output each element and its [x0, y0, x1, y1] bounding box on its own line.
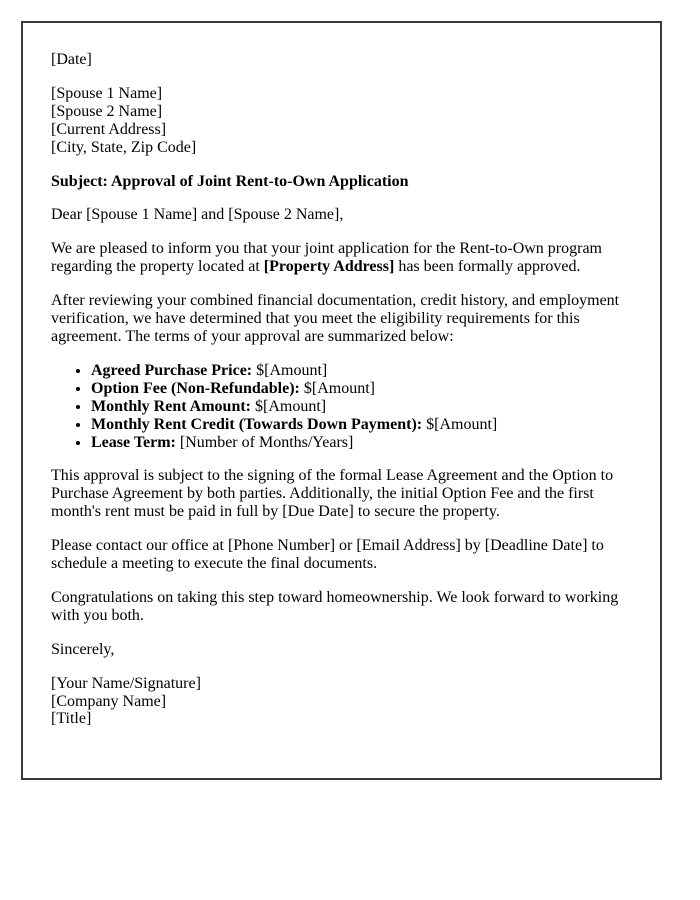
term-label: Monthly Rent Credit (Towards Down Payment):: [91, 415, 423, 433]
signoff-line: Sincerely,: [51, 640, 115, 658]
terms-list: [51, 362, 632, 452]
property-address-placeholder: [Property Address]: [263, 258, 395, 276]
term-label: Option Fee (Non-Refundable):: [91, 379, 300, 397]
recipient-line-address: [Current Address]: [51, 120, 167, 138]
intro-text-after: has been formally approved.: [394, 258, 581, 276]
recipient-block: [51, 85, 632, 157]
term-item-rent-credit: [91, 416, 632, 434]
term-item-purchase-price: [91, 362, 632, 380]
recipient-line-spouse2: [Spouse 2 Name]: [51, 102, 163, 120]
term-value: $[Amount]: [252, 361, 328, 379]
term-value: $[Amount]: [299, 379, 375, 397]
term-label: Monthly Rent Amount:: [91, 397, 252, 415]
contact-paragraph: Please contact our office at [Phone Number] or [Email Address] by [Deadline Date] to schedule a meeting to execute the final documents.: [51, 537, 604, 573]
term-value: $[Amount]: [422, 415, 498, 433]
signature-line-title: [Title]: [51, 710, 92, 728]
signature-line-company: [Company Name]: [51, 692, 167, 710]
subject-line: Subject: Approval of Joint Rent-to-Own Application: [51, 172, 409, 190]
signature-line-name: [Your Name/Signature]: [51, 674, 201, 692]
signature-block: [51, 675, 632, 729]
conditions-paragraph: This approval is subject to the signing of the formal Lease Agreement and the Option to Purchase Agreement by both parties. Additionally, the initial Option Fee and the first month's rent must be paid in full by [Due Date] to secure the property.: [51, 467, 614, 521]
term-label: Agreed Purchase Price:: [91, 361, 253, 379]
term-item-monthly-rent: [91, 398, 632, 416]
term-value: $[Amount]: [251, 397, 327, 415]
recipient-line-city-state-zip: [City, State, Zip Code]: [51, 138, 197, 156]
intro-text-before: We are pleased to inform you that your joint application for the Rent-to-Own program regarding the property located at: [51, 240, 602, 276]
term-value: [Number of Months/Years]: [175, 433, 354, 451]
term-item-lease-term: [91, 434, 632, 452]
review-paragraph: After reviewing your combined financial documentation, credit history, and employment verification, we have determined that you meet the eligibility requirements for this agreement. The terms of your approval are summarized below:: [51, 292, 620, 345]
closing-paragraph: Congratulations on taking this step toward homeownership. We look forward to working with you both.: [51, 588, 619, 624]
intro-paragraph: [51, 240, 632, 276]
date-line: [Date]: [51, 51, 92, 68]
recipient-line-spouse1: [Spouse 1 Name]: [51, 84, 163, 102]
salutation-line: Dear [Spouse 1 Name] and [Spouse 2 Name],: [51, 206, 344, 224]
letter-sheet: [21, 21, 662, 780]
term-item-option-fee: [91, 380, 632, 398]
term-label: Lease Term:: [91, 433, 176, 451]
